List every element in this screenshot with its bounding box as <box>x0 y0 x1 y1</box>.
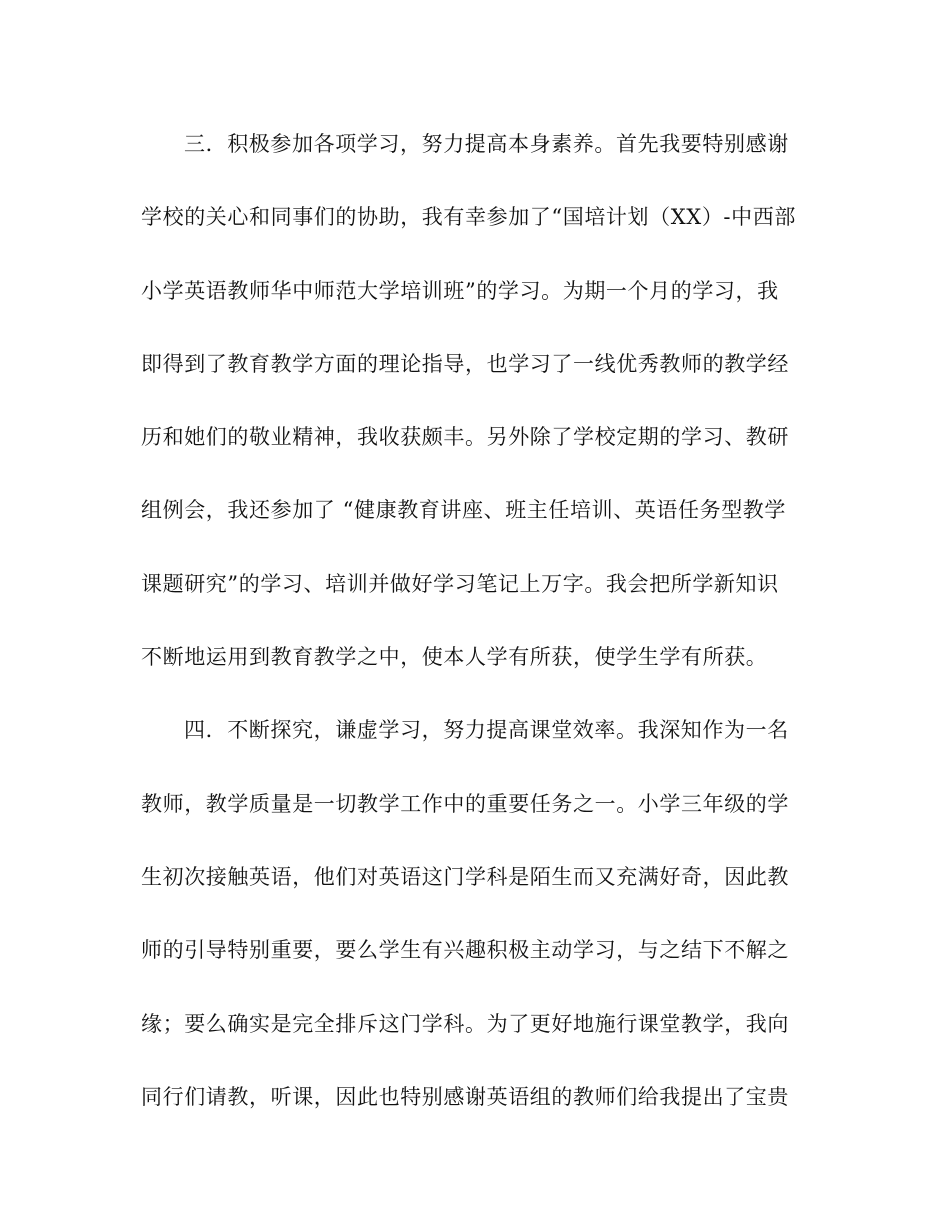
text-line: 生初次接触英语，他们对英语这门学科是陌生而又充满好奇，因此教 <box>141 864 789 889</box>
text-line: 组例会，我还参加了 “健康教育讲座、班主任培训、英语任务型教学 <box>141 498 787 523</box>
text-line: 历和她们的敬业精神，我收获颇丰。另外除了学校定期的学习、教研 <box>141 425 789 450</box>
document-body <box>141 124 821 1150</box>
text-line: 师的引导特别重要，要么学生有兴趣积极主动学习，与之结下不解之 <box>141 938 789 963</box>
paragraph-3-heading-line: 三．积极参加各项学习，努力提高本身素养。首先我要特别感谢 <box>184 132 789 156</box>
text-line: 同行们请教，听课，因此也特别感谢英语组的教师们给我提出了宝贵 <box>141 1084 789 1109</box>
text-line: 课题研究”的学习、培训并做好学习笔记上万字。我会把所学新知识 <box>141 571 779 596</box>
paragraph-4-heading-line: 四．不断探究，谦虚学习，努力提高课堂效率。我深知作为一名 <box>184 718 789 743</box>
text-line: 学校的关心和同事们的协助，我有幸参加了“国培计划（XX）-中西部 <box>141 205 796 230</box>
text-line: 小学英语教师华中师范大学培训班”的学习。为期一个月的学习，我 <box>141 278 779 303</box>
text-line: 教师，教学质量是一切教学工作中的重要任务之一。小学三年级的学 <box>141 791 789 816</box>
text-line: 缘；要么确实是完全排斥这门学科。为了更好地施行课堂教学，我向 <box>141 1011 789 1036</box>
text-line: 不断地运用到教育教学之中，使本人学有所获，使学生学有所获。 <box>141 645 768 670</box>
text-line: 即得到了教育教学方面的理论指导，也学习了一线优秀教师的教学经 <box>141 351 789 376</box>
